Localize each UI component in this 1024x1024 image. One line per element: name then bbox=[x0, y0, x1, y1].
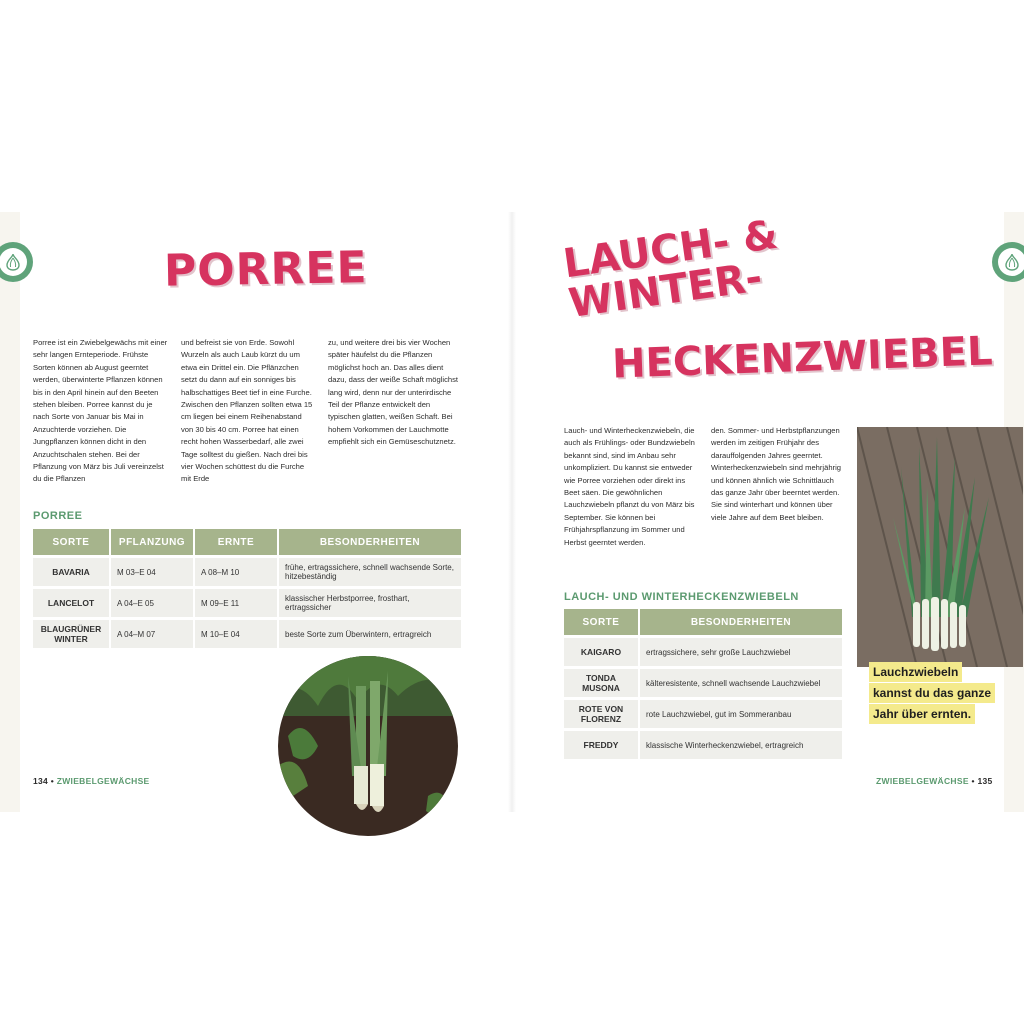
harvest-period: M 10–E 04 bbox=[195, 620, 279, 648]
body-text-column-3: zu, und weitere drei bis vier Wochen später häufelst du die Pflanzen möglichst hoch an. Das alles dient dazu, dass der weiße Schaft möglichst lang wird, denn nur der unterirdische Teil der Pflanze entwickelt den typischen glatten, weißen Schaft. Bei hohem Vorkommen der Lauchmotte empfiehlt sich ein Gemüseschutznetz. bbox=[328, 338, 458, 447]
variety-notes: beste Sorte zum Überwintern, ertragreich bbox=[279, 620, 463, 648]
footer-separator: • bbox=[971, 776, 975, 786]
page-title-lauch bbox=[560, 211, 994, 388]
page-title-line-2: HECKENZWIEBEL bbox=[611, 328, 994, 388]
body-text-column-2: und befreist sie von Erde. Sowohl Wurzeln als auch Laub kürzt du um etwa ein Drittel ein. Die Pflänzchen setzt du dann auf ein sonniges bis halbschattiges Beet tief in eine Furche. Zwischen den Pflanzen sollten etwa 15 cm liegen bei einem Reihenabstand von 30 bis 40 cm. Porree hat einen recht hohen Wasserbedarf, alle zwei Tage solltest du gießen. Nach drei bis vier Wochen schüttest du die Furche mit Erde bbox=[181, 338, 313, 484]
porree-table bbox=[33, 526, 463, 651]
table-row bbox=[33, 589, 463, 617]
variety-name: FREDDY bbox=[564, 731, 640, 759]
page-footer-left bbox=[33, 776, 150, 786]
spring-onion-photo bbox=[857, 427, 1023, 667]
chapter-tab-right bbox=[992, 242, 1024, 282]
caption-line: Jahr über ernten. bbox=[869, 704, 975, 724]
body-text-column-2: den. Sommer- und Herbstpflanzungen werden im zeitigen Frühjahr des darauffolgenden Jahres geerntet. Winterheckenzwiebeln sind mehrjährig und können ähnlich wie Schnittlauch das ganze Jahr über beerntet werden. Sie sind winterhart und können über viele Jahre auf dem Beet bleiben. bbox=[711, 426, 841, 522]
page-number: 134 bbox=[33, 776, 49, 786]
table-row bbox=[564, 638, 844, 666]
table-title-porree: PORREE bbox=[33, 510, 83, 522]
variety-name: BLAUGRÜNER WINTER bbox=[33, 620, 111, 648]
table-header: SORTE bbox=[33, 529, 111, 555]
page-footer-right bbox=[876, 776, 993, 786]
variety-notes: klassischer Herbstporree, frosthart, ertragssicher bbox=[279, 589, 463, 617]
table-row bbox=[33, 620, 463, 648]
table-title-lauch: LAUCH- UND WINTERHECKENZWIEBELN bbox=[564, 591, 799, 603]
variety-name: TONDA MUSONA bbox=[564, 669, 640, 697]
variety-name: KAIGARO bbox=[564, 638, 640, 666]
photo-caption bbox=[869, 662, 995, 725]
table-header-row bbox=[564, 609, 844, 635]
table-header: BESONDERHEITEN bbox=[279, 529, 463, 555]
footer-section: ZWIEBELGEWÄCHSE bbox=[876, 776, 969, 786]
variety-notes: kälteresistente, schnell wachsende Lauchzwiebel bbox=[640, 669, 844, 697]
table-header-row bbox=[33, 529, 463, 555]
table-header: BESONDERHEITEN bbox=[640, 609, 844, 635]
lauch-table bbox=[564, 606, 844, 762]
variety-notes: ertragssichere, sehr große Lauchzwiebel bbox=[640, 638, 844, 666]
variety-name: LANCELOT bbox=[33, 589, 111, 617]
planting-period: A 04–E 05 bbox=[111, 589, 195, 617]
onion-icon bbox=[0, 248, 27, 276]
body-text-column-1: Porree ist ein Zwiebelgewächs mit einer sehr langen Ernteperiode. Frühste Sorten können ab August geerntet werden, überwinterte Pflanzen können bis in den April hinein auf den Beeten stehen bleiben. Porree kannst du je nach Sorte von Januar bis Mai in Anzuchterde vorziehen. Die Jungpflanzen können dicht in den Anzuchtschalen stehen. Bei der Pflanzung von März bis Juli vereinzelst du die Pflanzen bbox=[33, 338, 168, 484]
table-header: ERNTE bbox=[195, 529, 279, 555]
leek-photo bbox=[278, 656, 458, 836]
footer-section: ZWIEBELGEWÄCHSE bbox=[56, 776, 150, 786]
variety-notes: klassische Winterheckenzwiebel, ertragreich bbox=[640, 731, 844, 759]
variety-notes: frühe, ertragssichere, schnell wachsende Sorte, hitzebeständig bbox=[279, 558, 463, 586]
book-gutter bbox=[508, 212, 516, 812]
table-row bbox=[564, 731, 844, 759]
footer-separator: • bbox=[50, 776, 55, 786]
table-header: PFLANZUNG bbox=[111, 529, 195, 555]
table-header: SORTE bbox=[564, 609, 640, 635]
onion-icon bbox=[998, 248, 1024, 276]
table-row bbox=[564, 669, 844, 697]
page-number: 135 bbox=[977, 776, 993, 786]
harvest-period: M 09–E 11 bbox=[195, 589, 279, 617]
table-row bbox=[33, 558, 463, 586]
table-row bbox=[564, 700, 844, 728]
variety-name: BAVARIA bbox=[33, 558, 111, 586]
variety-notes: rote Lauchzwiebel, gut im Sommeranbau bbox=[640, 700, 844, 728]
caption-line: Lauchzwiebeln bbox=[869, 662, 962, 682]
page-title-porree: PORREE bbox=[163, 242, 368, 297]
planting-period: M 03–E 04 bbox=[111, 558, 195, 586]
variety-name: ROTE VON FLORENZ bbox=[564, 700, 640, 728]
body-text-column-1: Lauch- und Winterheckenzwiebeln, die auch als Frühlings- oder Bundzwiebeln bekannt sind, sind im Anbau sehr unkompliziert. Du kannst sie entweder wie Porree vorziehen oder direkt ins Beet säen. Die gewöhnlichen Lauchzwiebeln pflanzt du von März bis September. Sie können bei Frühjahrspflanzung im Sommer und Herbst geerntet werden. bbox=[564, 426, 695, 547]
page-title-line-1: LAUCH- & WINTER- bbox=[560, 211, 781, 327]
caption-line: kannst du das ganze bbox=[869, 683, 995, 703]
planting-period: A 04–M 07 bbox=[111, 620, 195, 648]
harvest-period: A 08–M 10 bbox=[195, 558, 279, 586]
